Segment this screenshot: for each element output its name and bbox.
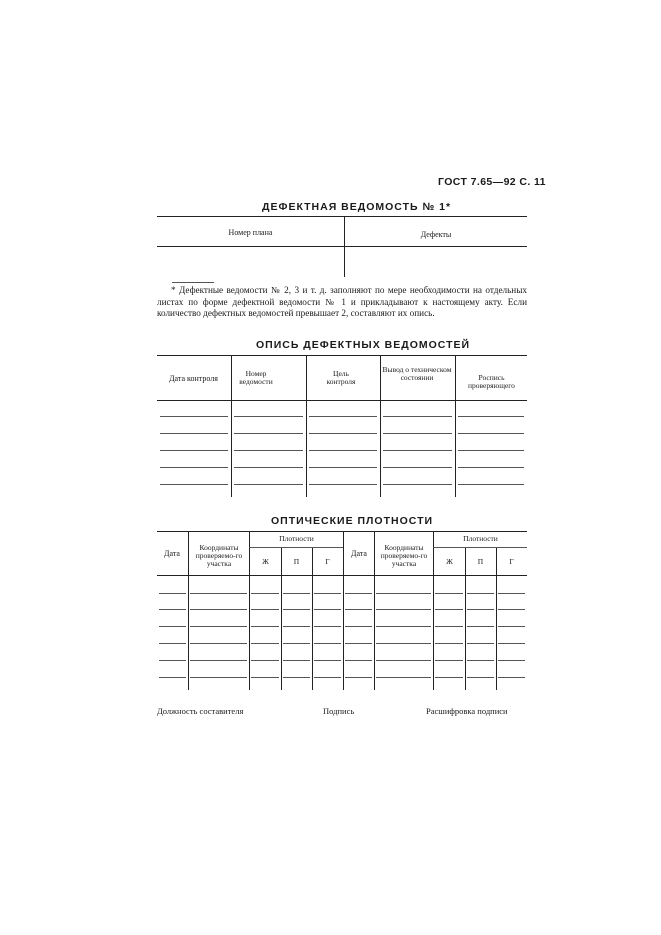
optical-row-rule — [435, 660, 463, 661]
optical-row-rule — [345, 609, 372, 610]
optical-sub-divider — [496, 548, 497, 690]
optical-row-rule — [314, 643, 341, 644]
optical-row-rule — [467, 593, 494, 594]
inventory-row-rule — [458, 484, 524, 485]
optical-row-rule — [498, 643, 525, 644]
optical-row-rule — [498, 609, 525, 610]
optical-row-rule — [376, 626, 431, 627]
optical-row-rule — [251, 660, 279, 661]
defect-table-divider — [344, 217, 345, 277]
optical-row-rule — [190, 626, 247, 627]
optical-row-rule — [345, 626, 372, 627]
optical-row-rule — [251, 626, 279, 627]
optical-col-divider — [433, 532, 434, 690]
inventory-row-rule — [234, 467, 303, 468]
defect-table-top-rule — [157, 216, 527, 217]
optical-row-rule — [190, 677, 247, 678]
inventory-col-date: Дата контроля — [169, 374, 218, 383]
inventory-col-divider — [306, 356, 307, 497]
optical-row-rule — [283, 593, 310, 594]
inventory-row-rule — [160, 467, 228, 468]
inventory-row-rule — [160, 484, 228, 485]
optical-row-rule — [314, 660, 341, 661]
inventory-row-rule — [234, 484, 303, 485]
optical-row-rule — [283, 626, 310, 627]
optical-row-rule — [159, 677, 186, 678]
optical-row-rule — [190, 609, 247, 610]
optical-row-rule — [159, 626, 186, 627]
optical-row-rule — [345, 643, 372, 644]
optical-row-rule — [498, 626, 525, 627]
optical-row-rule — [314, 677, 341, 678]
signature-decoding-label: Расшифровка подписи — [426, 706, 508, 716]
optical-row-rule — [283, 660, 310, 661]
inventory-row-rule — [383, 450, 452, 451]
inventory-row-rule — [383, 433, 452, 434]
optical-sub-divider — [281, 548, 282, 690]
inventory-row-rule — [458, 450, 524, 451]
inventory-top-rule — [157, 355, 527, 356]
optical-row-rule — [159, 593, 186, 594]
optical-row-rule — [467, 626, 494, 627]
optical-row-rule — [376, 643, 431, 644]
optical-row-rule — [159, 660, 186, 661]
inventory-row-rule — [160, 433, 228, 434]
optical-row-rule — [345, 593, 372, 594]
inventory-col-divider — [231, 356, 232, 497]
optical-density-rule-right — [433, 547, 527, 548]
optical-row-rule — [376, 593, 431, 594]
inventory-row-rule — [309, 450, 377, 451]
inventory-row-rule — [458, 416, 524, 417]
footnote-text: * Дефектные ведомости № 2, 3 и т. д. заполняют по мере необходимости на отдельных листах по форме дефектной ведомости № 1 и прикладывают к настоящему акту. Если количество дефектных ведомостей превышает 2, составляют их опись. — [157, 285, 527, 318]
optical-sub-zh-left: Ж — [262, 557, 269, 566]
optical-row-rule — [435, 593, 463, 594]
optical-row-rule — [467, 643, 494, 644]
inventory-row-rule — [309, 416, 377, 417]
optical-row-rule — [467, 609, 494, 610]
optical-title: ОПТИЧЕСКИЕ ПЛОТНОСТИ — [271, 515, 434, 527]
optical-row-rule — [251, 609, 279, 610]
optical-row-rule — [498, 593, 525, 594]
optical-col-coords-left: Координаты проверяемо-го участка — [195, 543, 243, 568]
optical-sub-g-left: Г — [325, 557, 330, 566]
inventory-row-rule — [458, 467, 524, 468]
optical-row-rule — [283, 677, 310, 678]
optical-row-rule — [345, 677, 372, 678]
optical-row-rule — [498, 660, 525, 661]
page-header-standard: ГОСТ 7.65—92 С. 11 — [438, 176, 546, 188]
inventory-row-rule — [309, 484, 377, 485]
inventory-title: ОПИСЬ ДЕФЕКТНЫХ ВЕДОМОСТЕЙ — [256, 339, 471, 351]
optical-col-divider — [249, 532, 250, 690]
inventory-col-divider — [380, 356, 381, 497]
optical-row-rule — [498, 677, 525, 678]
inventory-col-conclusion: Вывод о техническом состоянии — [382, 365, 452, 382]
optical-row-rule — [159, 609, 186, 610]
inventory-header-rule — [157, 400, 527, 401]
footnote-rule — [172, 282, 214, 283]
defect-table-header-rule — [157, 246, 527, 247]
inventory-row-rule — [383, 416, 452, 417]
optical-col-date-right: Дата — [351, 549, 367, 558]
optical-row-rule — [190, 660, 247, 661]
optical-row-rule — [435, 677, 463, 678]
inventory-col-purpose: Цель контроля — [326, 369, 356, 386]
optical-col-divider — [343, 532, 344, 690]
optical-row-rule — [251, 643, 279, 644]
inventory-col-number: Номер ведомости — [239, 369, 273, 386]
optical-row-rule — [251, 677, 279, 678]
optical-row-rule — [376, 609, 431, 610]
defect-col-defects: Дефекты — [420, 230, 452, 239]
optical-col-divider — [188, 532, 189, 690]
optical-row-rule — [283, 609, 310, 610]
optical-row-rule — [467, 660, 494, 661]
optical-density-rule-left — [249, 547, 343, 548]
optical-row-rule — [345, 660, 372, 661]
optical-sub-g-right: Г — [509, 557, 514, 566]
defect-col-plan-number: Номер плана — [228, 228, 273, 237]
inventory-row-rule — [234, 433, 303, 434]
optical-row-rule — [314, 626, 341, 627]
defect-sheet-title: ДЕФЕКТНАЯ ВЕДОМОСТЬ № 1* — [262, 201, 452, 213]
inventory-row-rule — [383, 484, 452, 485]
inventory-col-signature: Роспись проверяющего — [468, 373, 515, 390]
optical-row-rule — [314, 609, 341, 610]
optical-col-divider — [374, 532, 375, 690]
inventory-row-rule — [160, 450, 228, 451]
inventory-row-rule — [234, 450, 303, 451]
optical-row-rule — [190, 593, 247, 594]
inventory-row-rule — [309, 433, 377, 434]
optical-col-date-left: Дата — [164, 549, 180, 558]
optical-row-rule — [190, 643, 247, 644]
optical-row-rule — [376, 677, 431, 678]
inventory-row-rule — [458, 433, 524, 434]
signature-position-label: Должность составителя — [157, 706, 244, 716]
inventory-row-rule — [309, 467, 377, 468]
inventory-row-rule — [234, 416, 303, 417]
optical-col-density-left: Плотности — [279, 534, 314, 543]
signature-label: Подпись — [323, 706, 355, 716]
inventory-row-rule — [383, 467, 452, 468]
optical-sub-divider — [465, 548, 466, 690]
optical-sub-p-right: П — [477, 557, 484, 566]
optical-sub-divider — [312, 548, 313, 690]
optical-row-rule — [435, 643, 463, 644]
optical-row-rule — [376, 660, 431, 661]
inventory-row-rule — [160, 416, 228, 417]
optical-row-rule — [159, 643, 186, 644]
optical-row-rule — [467, 677, 494, 678]
optical-sub-p-left: П — [293, 557, 300, 566]
optical-header-rule — [157, 575, 527, 576]
inventory-col-divider — [455, 356, 456, 497]
optical-top-rule — [157, 531, 527, 532]
optical-row-rule — [435, 626, 463, 627]
optical-sub-zh-right: Ж — [446, 557, 453, 566]
optical-row-rule — [251, 593, 279, 594]
optical-col-density-right: Плотности — [463, 534, 498, 543]
optical-row-rule — [314, 593, 341, 594]
optical-row-rule — [435, 609, 463, 610]
optical-col-coords-right: Координаты проверяемо-го участка — [380, 543, 428, 568]
optical-row-rule — [283, 643, 310, 644]
